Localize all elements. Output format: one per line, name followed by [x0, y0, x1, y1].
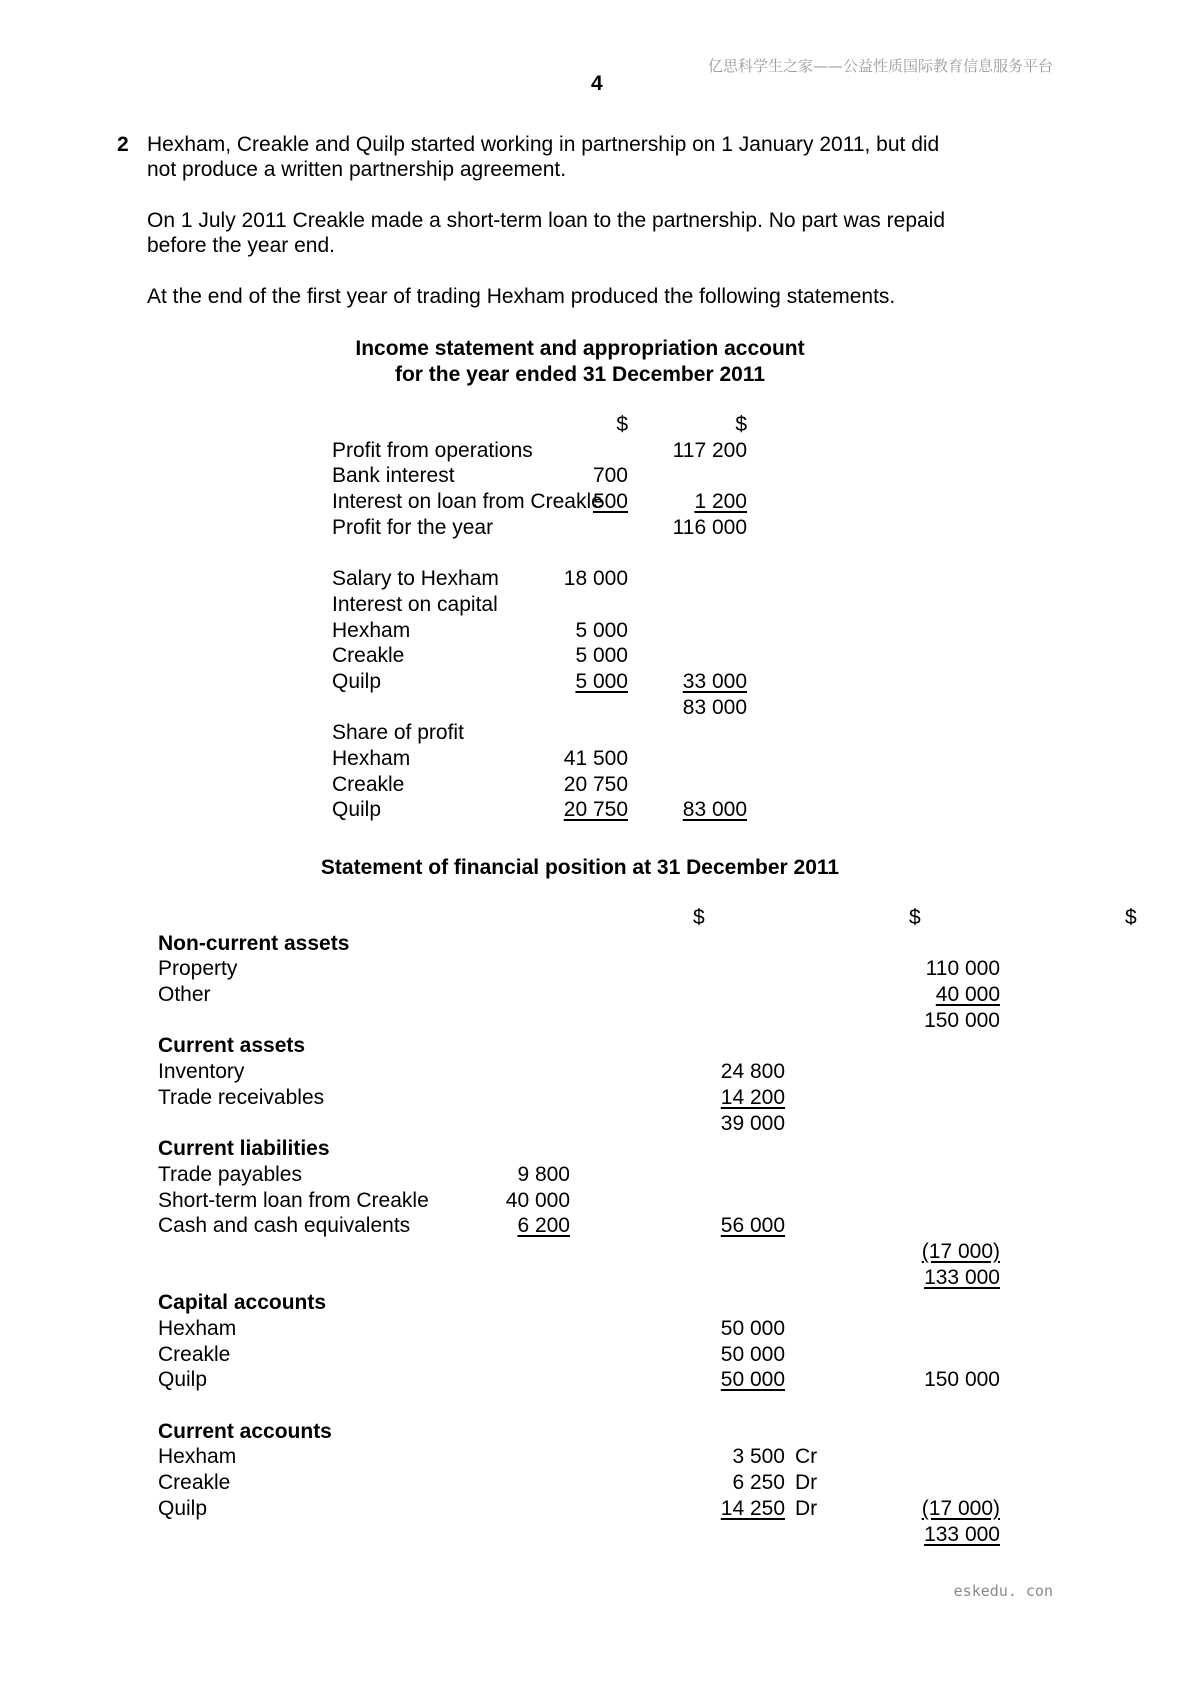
fp-row-col2: 50 000 — [720, 1317, 785, 1340]
income-row-col2: 83 000 — [682, 798, 747, 822]
income-row-label: Bank interest — [332, 464, 455, 488]
fp-row-label: Quilp — [158, 1496, 208, 1520]
fp-row-label: Property — [158, 957, 238, 981]
fp-row-label: Hexham — [158, 1317, 237, 1340]
income-row-col1: 20 750 — [563, 798, 628, 822]
income-row-label: Quilp — [332, 798, 382, 822]
income-row — [332, 489, 842, 515]
fp-row-col3: 110 000 — [925, 957, 1000, 981]
income-row-col1: 500 — [592, 490, 628, 514]
fp-row-col2: 14 250 — [720, 1496, 785, 1520]
financial-position-rows — [158, 931, 1008, 1548]
fp-row — [158, 1033, 1008, 1059]
income-row — [332, 540, 842, 566]
income-row — [332, 592, 842, 618]
income-statement-title-line2: for the year ended 31 December 2011 — [394, 363, 766, 386]
fp-section-heading: Capital accounts — [158, 1291, 327, 1315]
income-statement-title-line1: Income statement and appropriation account — [355, 337, 805, 360]
financial-position-table — [158, 905, 1137, 1547]
fp-row — [158, 1213, 1008, 1239]
question-para2-line2: before the year end. — [147, 234, 335, 257]
financial-position-header-row — [158, 905, 1137, 931]
fp-row — [158, 1367, 1008, 1393]
income-row-label: Interest on loan from Creakle — [332, 490, 603, 514]
fp-row-drcr: Dr — [795, 1471, 818, 1495]
fp-col1-header: $ — [693, 906, 705, 929]
fp-row — [158, 1290, 1008, 1316]
fp-col3-header: $ — [1125, 906, 1137, 929]
fp-row — [158, 982, 1008, 1008]
fp-row-col2: 6 250 — [732, 1471, 785, 1495]
income-row-col1: 20 750 — [563, 772, 628, 796]
income-row — [332, 720, 842, 746]
fp-row — [158, 1419, 1008, 1445]
fp-row-col2: 3 500 — [732, 1445, 785, 1469]
income-row-col2: 116 000 — [672, 515, 747, 539]
fp-row — [158, 1111, 1008, 1137]
fp-row — [158, 1316, 1008, 1342]
income-row — [332, 746, 842, 772]
fp-row — [158, 1085, 1008, 1111]
income-row-label: Creakle — [332, 644, 405, 668]
fp-row-col3: 40 000 — [935, 983, 1000, 1007]
income-row — [332, 515, 842, 541]
income-row — [332, 772, 842, 798]
income-row-col2: 1 200 — [694, 490, 747, 514]
fp-row-col1: 9 800 — [517, 1162, 570, 1186]
income-row-col1: 18 000 — [563, 567, 628, 591]
fp-row-label: Trade receivables — [158, 1085, 325, 1109]
fp-col2-header: $ — [909, 906, 921, 929]
income-row — [332, 566, 842, 592]
income-row-col1: 5 000 — [575, 669, 628, 693]
fp-row — [158, 1265, 1008, 1291]
fp-row — [158, 956, 1008, 982]
income-statement-header-row — [332, 412, 842, 438]
fp-row-col2: 24 800 — [720, 1060, 785, 1084]
fp-row — [158, 1059, 1008, 1085]
fp-row-col3: 150 000 — [924, 1008, 1000, 1032]
fp-row-label: Creakle — [158, 1342, 231, 1366]
financial-position-title: Statement of financial position at 31 December 2011 — [320, 856, 840, 879]
income-row-label: Profit from operations — [332, 438, 533, 462]
fp-row — [158, 1496, 1008, 1522]
fp-row-label: Quilp — [158, 1368, 208, 1392]
fp-row-col3: 133 000 — [924, 1522, 1000, 1546]
fp-section-heading: Current accounts — [158, 1419, 332, 1443]
fp-row — [158, 1008, 1008, 1034]
fp-row — [158, 1342, 1008, 1368]
fp-row-drcr: Dr — [795, 1496, 818, 1520]
income-row-col1: 700 — [592, 464, 628, 488]
income-row-col2: 83 000 — [682, 695, 747, 719]
income-row-col1: 5 000 — [575, 644, 628, 668]
fp-row — [158, 931, 1008, 957]
fp-section-heading: Non-current assets — [158, 931, 350, 955]
income-row-label: Interest on capital — [332, 592, 498, 616]
fp-row — [158, 1162, 1008, 1188]
question-para2-line1: On 1 July 2011 Creakle made a short-term loan to the partnership. No part was repaid — [147, 209, 946, 232]
income-statement-table — [332, 412, 842, 823]
fp-row-label: Creakle — [158, 1471, 231, 1495]
fp-row — [158, 1393, 1008, 1419]
fp-row-label: Trade payables — [158, 1162, 302, 1186]
page-number: 4 — [591, 72, 603, 95]
fp-row-col2: 39 000 — [720, 1111, 785, 1135]
fp-row — [158, 1239, 1008, 1265]
income-row — [332, 618, 842, 644]
question-text-line1: Hexham, Creakle and Quilp started working in partnership on 1 January 2011, but did — [147, 133, 940, 156]
fp-row-col3: (17 000) — [921, 1239, 1000, 1263]
fp-row — [158, 1444, 1008, 1470]
income-row-col1: 41 500 — [563, 746, 628, 770]
income-row-label: Share of profit — [332, 721, 464, 745]
income-row — [332, 797, 842, 823]
fp-row — [158, 1136, 1008, 1162]
fp-row-col3: 150 000 — [924, 1368, 1000, 1392]
fp-row-col1: 40 000 — [505, 1188, 570, 1212]
income-row — [332, 438, 842, 464]
fp-section-heading: Current assets — [158, 1034, 306, 1058]
income-row-label: Hexham — [332, 746, 411, 770]
fp-row-label: Inventory — [158, 1060, 245, 1084]
fp-row — [158, 1188, 1008, 1214]
income-row-label: Profit for the year — [332, 515, 494, 539]
income-row-label: Quilp — [332, 669, 382, 693]
income-col1-header: $ — [616, 413, 628, 436]
income-row — [332, 669, 842, 695]
income-row — [332, 643, 842, 669]
income-row-label: Creakle — [332, 772, 405, 796]
income-row-col2: 117 200 — [672, 438, 747, 462]
question-number: 2 — [117, 133, 129, 156]
fp-row-drcr: Cr — [795, 1445, 818, 1469]
fp-section-heading: Current liabilities — [158, 1137, 330, 1161]
fp-row — [158, 1470, 1008, 1496]
income-row-col2: 33 000 — [682, 669, 747, 693]
footer-signature: eskedu. con — [953, 1582, 1053, 1600]
fp-row-col3: (17 000) — [921, 1496, 1000, 1520]
fp-row-label: Hexham — [158, 1445, 237, 1469]
fp-row-col2: 50 000 — [720, 1342, 785, 1366]
fp-row-col2: 14 200 — [720, 1085, 785, 1109]
fp-row — [158, 1522, 1008, 1548]
income-row-col1: 5 000 — [575, 618, 628, 642]
income-row-label: Hexham — [332, 618, 411, 642]
income-row — [332, 695, 842, 721]
watermark-text: 亿思科学生之家——公益性质国际教育信息服务平台 — [707, 57, 1053, 75]
fp-row-label: Other — [158, 983, 211, 1007]
fp-row-label: Short-term loan from Creakle — [158, 1188, 429, 1212]
fp-row-label: Cash and cash equivalents — [158, 1214, 411, 1238]
income-statement-rows — [332, 438, 842, 823]
fp-row-col2: 56 000 — [720, 1214, 785, 1238]
question-text-line2: not produce a written partnership agreement. — [147, 158, 567, 181]
income-row-label: Salary to Hexham — [332, 567, 499, 591]
question-para3: At the end of the first year of trading Hexham produced the following statements. — [147, 285, 896, 308]
fp-row-col1: 6 200 — [517, 1214, 570, 1238]
fp-row-col3: 133 000 — [924, 1265, 1000, 1289]
income-col2-header: $ — [735, 413, 747, 436]
income-row — [332, 463, 842, 489]
fp-row-col2: 50 000 — [720, 1368, 785, 1392]
